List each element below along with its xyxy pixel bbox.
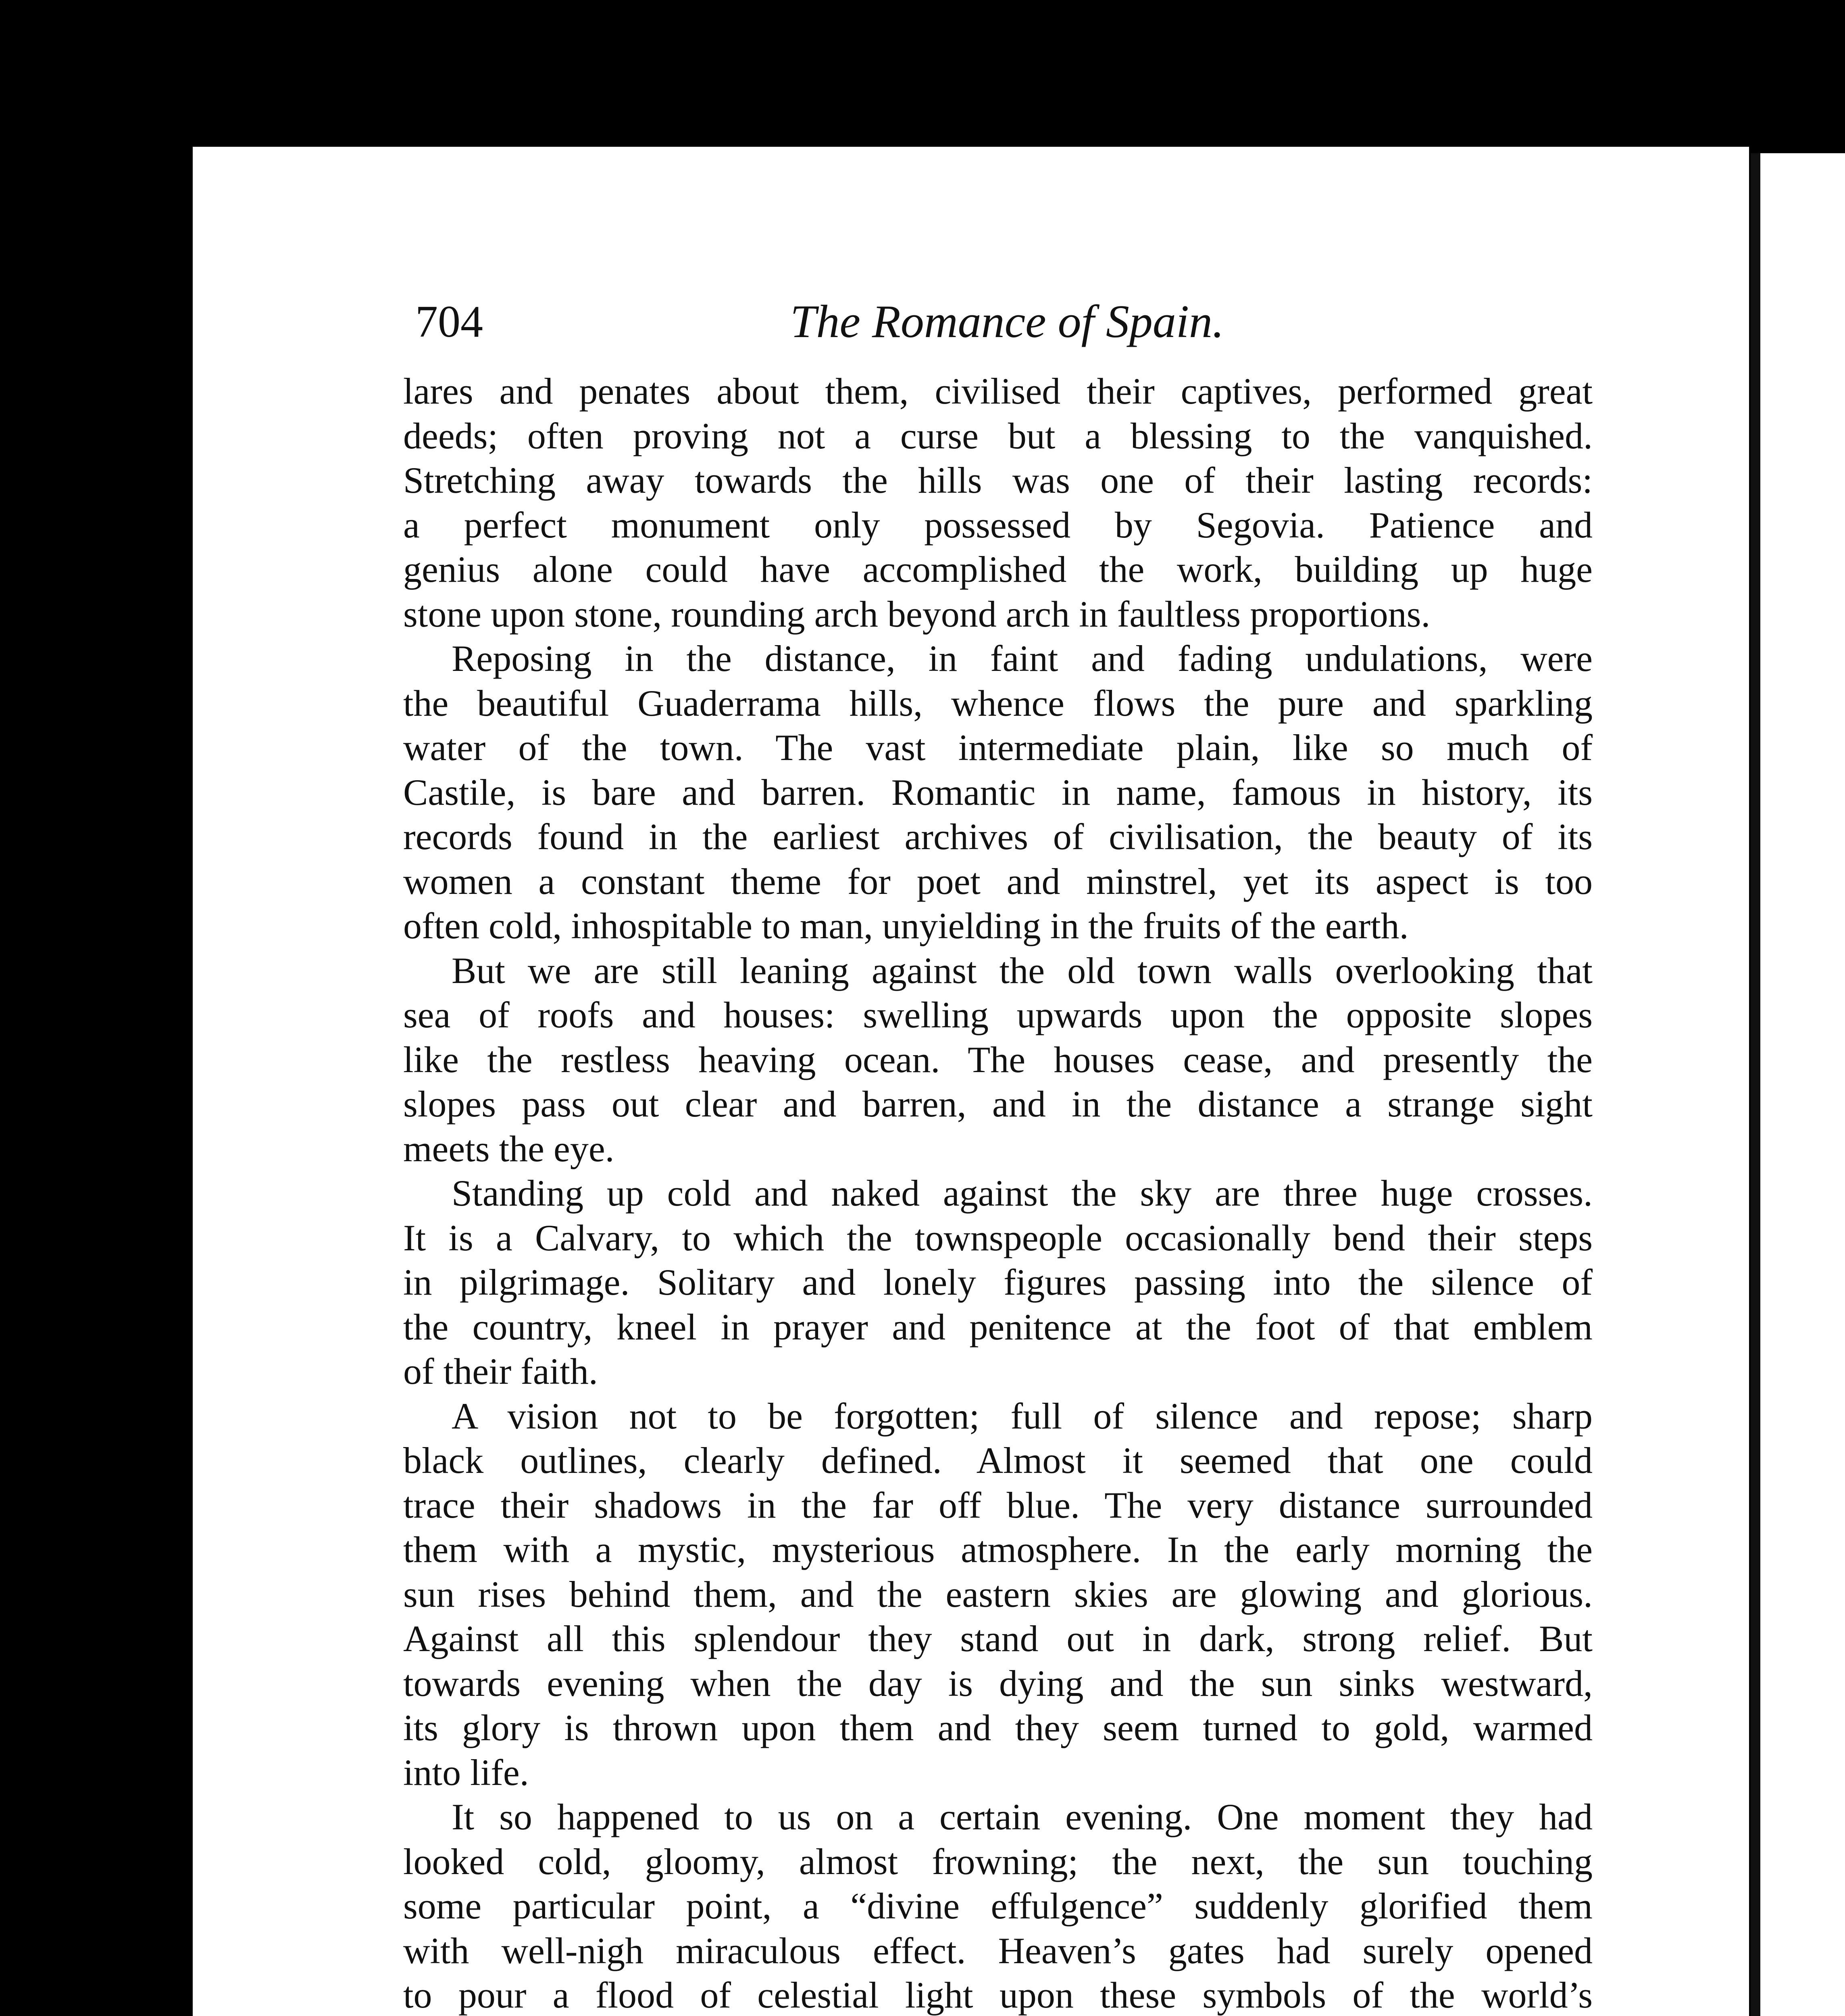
text-line: sea of roofs and houses: swelling upwards upon the opposite slopes — [403, 994, 1593, 1035]
text-line: slopes pass out clear and barren, and in the distance a strange sight — [403, 1083, 1593, 1125]
text-line: Stretching away towards the hills was one of their lasting records: — [403, 460, 1593, 501]
text-line: A vision not to be forgotten; full of silence and repose; sharp — [452, 1395, 1593, 1437]
text-line: looked cold, gloomy, almost frowning; the next, the sun touching — [403, 1841, 1593, 1882]
text-line: into life. — [403, 1752, 529, 1793]
text-line: with well-nigh miraculous effect. Heaven’s gates had surely opened — [403, 1930, 1593, 1971]
text-line: some particular point, a “divine effulgence” suddenly glorified them — [403, 1885, 1593, 1926]
text-line: like the restless heaving ocean. The houses cease, and presently the — [403, 1039, 1593, 1080]
text-line: a perfect monument only possessed by Segovia. Patience and — [403, 504, 1593, 546]
text-line: them with a mystic, mysterious atmosphere. In the early morning the — [403, 1529, 1593, 1570]
paragraph — [403, 948, 1593, 1171]
text-line: stone upon stone, rounding arch beyond arch in faultless proportions. — [403, 593, 1431, 635]
text-line: sun rises behind them, and the eastern skies are glowing and glorious. — [403, 1573, 1593, 1615]
text-line: in pilgrimage. Solitary and lonely figures passing into the silence of — [403, 1262, 1593, 1303]
paragraph — [403, 636, 1593, 948]
text-line: lares and penates about them, civilised their captives, performed great — [403, 371, 1593, 412]
text-line: records found in the earliest archives of civilisation, the beauty of its — [403, 816, 1593, 857]
text-line: meets the eye. — [403, 1128, 614, 1169]
text-line: genius alone could have accomplished the work, building up huge — [403, 549, 1593, 590]
text-line: It so happened to us on a certain evening. One moment they had — [452, 1796, 1593, 1837]
text-line: to pour a flood of celestial light upon these symbols of the world’s — [403, 1974, 1593, 2016]
paragraph — [403, 1171, 1593, 1394]
text-line: water of the town. The vast intermediate plain, like so much of — [403, 727, 1593, 768]
text-line: of their faith. — [403, 1351, 598, 1392]
text-line: often cold, inhospitable to man, unyielding in the fruits of the earth. — [403, 905, 1409, 946]
text-line: the country, kneel in prayer and penitence at the foot of that emblem — [403, 1306, 1593, 1347]
text-line: Castile, is bare and barren. Romantic in name, famous in history, its — [403, 771, 1593, 813]
text-line: Standing up cold and naked against the sky are three huge crosses. — [452, 1173, 1593, 1214]
paragraph — [403, 369, 1593, 636]
body-text — [403, 369, 1593, 2016]
text-line: black outlines, clearly defined. Almost it seemed that one could — [403, 1440, 1593, 1481]
text-line: Against all this splendour they stand out in dark, strong relief. But — [403, 1618, 1593, 1659]
running-title: The Romance of Spain. — [790, 296, 1224, 348]
text-line: women a constant theme for poet and minstrel, yet its aspect is too — [403, 860, 1593, 902]
text-line: towards evening when the day is dying and the sun sinks westward, — [403, 1662, 1593, 1704]
text-line: trace their shadows in the far off blue. The very distance surrounded — [403, 1484, 1593, 1526]
text-line: deeds; often proving not a curse but a blessing to the vanquished. — [403, 415, 1593, 456]
text-line: But we are still leaning against the old town walls overlooking that — [452, 950, 1593, 991]
adjacent-page-edge — [1751, 153, 1845, 2016]
page-header — [415, 294, 1594, 350]
paragraph — [403, 1795, 1593, 2016]
text-line: Reposing in the distance, in faint and fading undulations, were — [452, 638, 1593, 679]
text-line: its glory is thrown upon them and they seem turned to gold, warmed — [403, 1707, 1593, 1748]
text-line: It is a Calvary, to which the townspeople occasionally bend their steps — [403, 1217, 1593, 1258]
paragraph — [403, 1394, 1593, 1795]
text-line: the beautiful Guaderrama hills, whence flows the pure and sparkling — [403, 682, 1593, 724]
page-number: 704 — [415, 297, 483, 347]
